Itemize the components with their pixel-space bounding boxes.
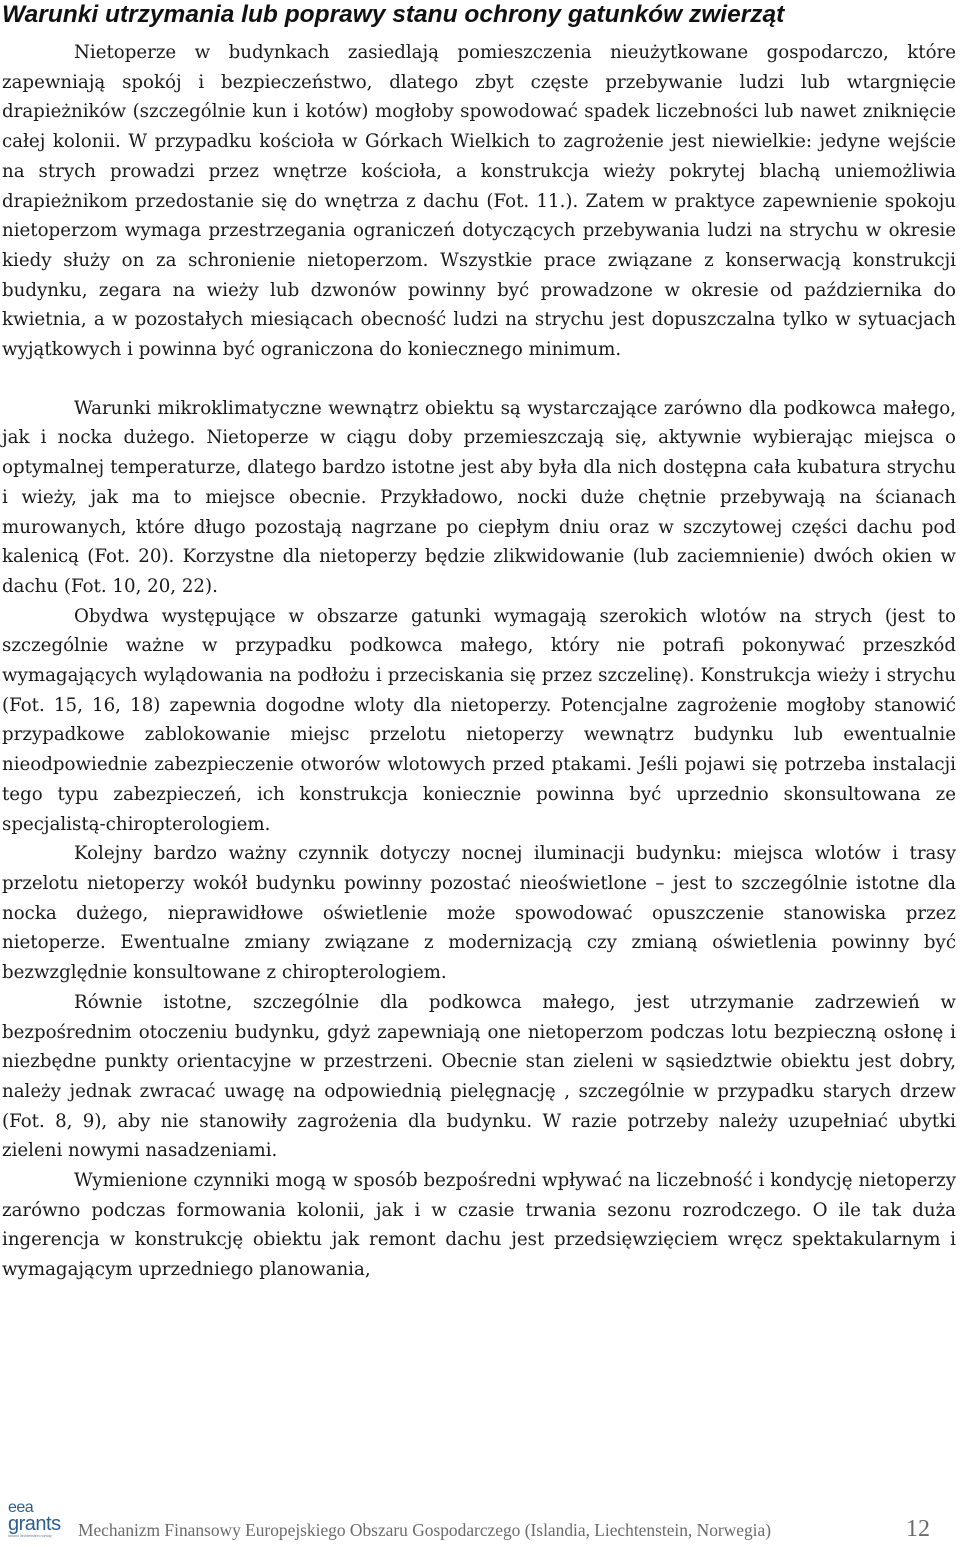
logo-eea-text: eea [8,1499,34,1516]
paragraph-trees: Równie istotne, szczególnie dla podkowca małego, jest utrzymanie zadrzewień w bezpośrednim otoczeniu budynku, gdyż zapewniają one nietoperzom podczas lotu bezpieczną osłonę i niezbędne punkty orientacyjne w przestrzeni. Obecnie stan zieleni w sąsiedztwie obiektu jest dobry, należy jednak zwracać uwagę na odpowiednią pielęgnację , szczególnie w przypadku starych drzew (Fot. 8, 9), aby nie stanowiły zagrożenia dla budynku. W razie potrzeby należy uzupełniać ubytki zieleni nowymi nasadzeniami. [2,991,956,1162]
page-number: 12 [906,1516,930,1542]
paragraph-entrances: Obydwa występujące w obszarze gatunki wymagają szerokich wlotów na strych (jest to szczególnie ważne w przypadku podkowca małego, który nie potrafi pokonywać przeszkód wymagających wylądowania na podłożu i przeciskania się przez szczelinę). Konstrukcja wieży i strychu (Fot. 15, 16, 18) zapewnia dogodne wloty dla nietoperzy. Potencjalne zagrożenie mogłoby stanowić przypadkowe zablokowanie miejsc przelotu nietoperzy wewnątrz budynku lub ewentualnie nieodpowiednie zabezpieczenie otworów wlotowych przed ptakami. Jeśli pojawi się potrzeba instalacji tego typu zabezpieczeń, ich konstrukcja koniecznie powinna być uprzednio skonsultowana ze specjalistą-chiropterologiem. [2,605,956,835]
paragraph-illumination: Kolejny bardzo ważny czynnik dotyczy nocnej iluminacji budynku: miejsca wlotów i trasy przelotu nietoperzy wokół budynku powinny pozostać nieoświetlone – jest to szczególnie istotne dla nocka dużego, nieprawidłowe oświetlenie może spowodować opuszczenie stanowiska przez nietoperze. Ewentualne zmiany związane z modernizacją czy zmianą oświetlenia powinny być bezwzględnie konsultowane z chiropterologiem. [2,843,956,984]
logo-subtitle: iceland liechtenstein norway [8,1534,52,1538]
paragraph-factors: Wymienione czynniki mogą w sposób bezpośredni wpływać na liczebność i kondycję nietoperzy zarówno podczas formowania kolonii, jak i w czasie trwania sezonu rozrodczego. O ile tak duża ingerencja w konstrukcję obiektu jak remont dachu jest przedsięwzięciem wręcz spektakularnym i wymagającym uprzedniego planowania, [2,1170,956,1281]
body-text [2,38,956,1285]
eea-grants-logo [8,1500,70,1540]
footer-caption: Mechanizm Finansowy Europejskiego Obszaru Gospodarczego (Islandia, Liechtenstein, Norwegia) [78,1520,771,1540]
page-footer [0,1490,960,1547]
section-title: Warunki utrzymania lub poprawy stanu ochrony gatunków zwierząt [2,1,785,28]
logo-grants-text: grants [8,1513,61,1535]
paragraph-roosting-disturbance: Nietoperze w budynkach zasiedlają pomieszczenia nieużytkowane gospodarczo, które zapewniają spokój i bezpieczeństwo, dlatego zbyt częste przebywanie ludzi lub wtargnięcie drapieżników (szczególnie kun i kotów) mogłoby spowodować spadek liczebności lub nawet zniknięcie całej kolonii. W przypadku kościoła w Górkach Wielkich to zagrożenie jest niewielkie: jedyne wejście na strych prowadzi przez wnętrze kościoła, a konstrukcja wieży pokrytej blachą uniemożliwia drapieżnikom przedostanie się do wnętrza z dachu (Fot. 11.). Zatem w praktyce zapewnienie spokoju nietoperzom wymaga przestrzegania ograniczeń dotyczących przebywania ludzi na strychu w okresie kiedy służy on za schronienie nietoperzom. Wszystkie prace związane z konserwacją konstrukcji budynku, zegara na wieży lub dzwonów powinny być prowadzone w okresie od października do kwietnia, a w pozostałych miesiącach obecność ludzi na strychu jest dopuszczalna tylko w sytuacjach wyjątkowych i powinna być ograniczona do koniecznego minimum. [2,42,956,361]
paragraph-microclimate: Warunki mikroklimatyczne wewnątrz obiektu są wystarczające zarówno dla podkowca małego, jak i nocka dużego. Nietoperze w ciągu doby przemieszczają się, aktywnie wybierając miejsca o optymalnej temperaturze, dlatego bardzo istotne jest aby była dla nich dostępna cała kubatura strychu i wieży, jak ma to miejsce obecnie. Przykładowo, nocki duże chętnie przebywają na ścianach murowanych, które długo pozostają nagrzane po ciepłym dniu oraz w szczytowej części dachu pod kalenicą (Fot. 20). Korzystne dla nietoperzy będzie zlikwidowanie (lub zaciemnienie) dwóch okien w dachu (Fot. 10, 20, 22). [2,397,956,597]
